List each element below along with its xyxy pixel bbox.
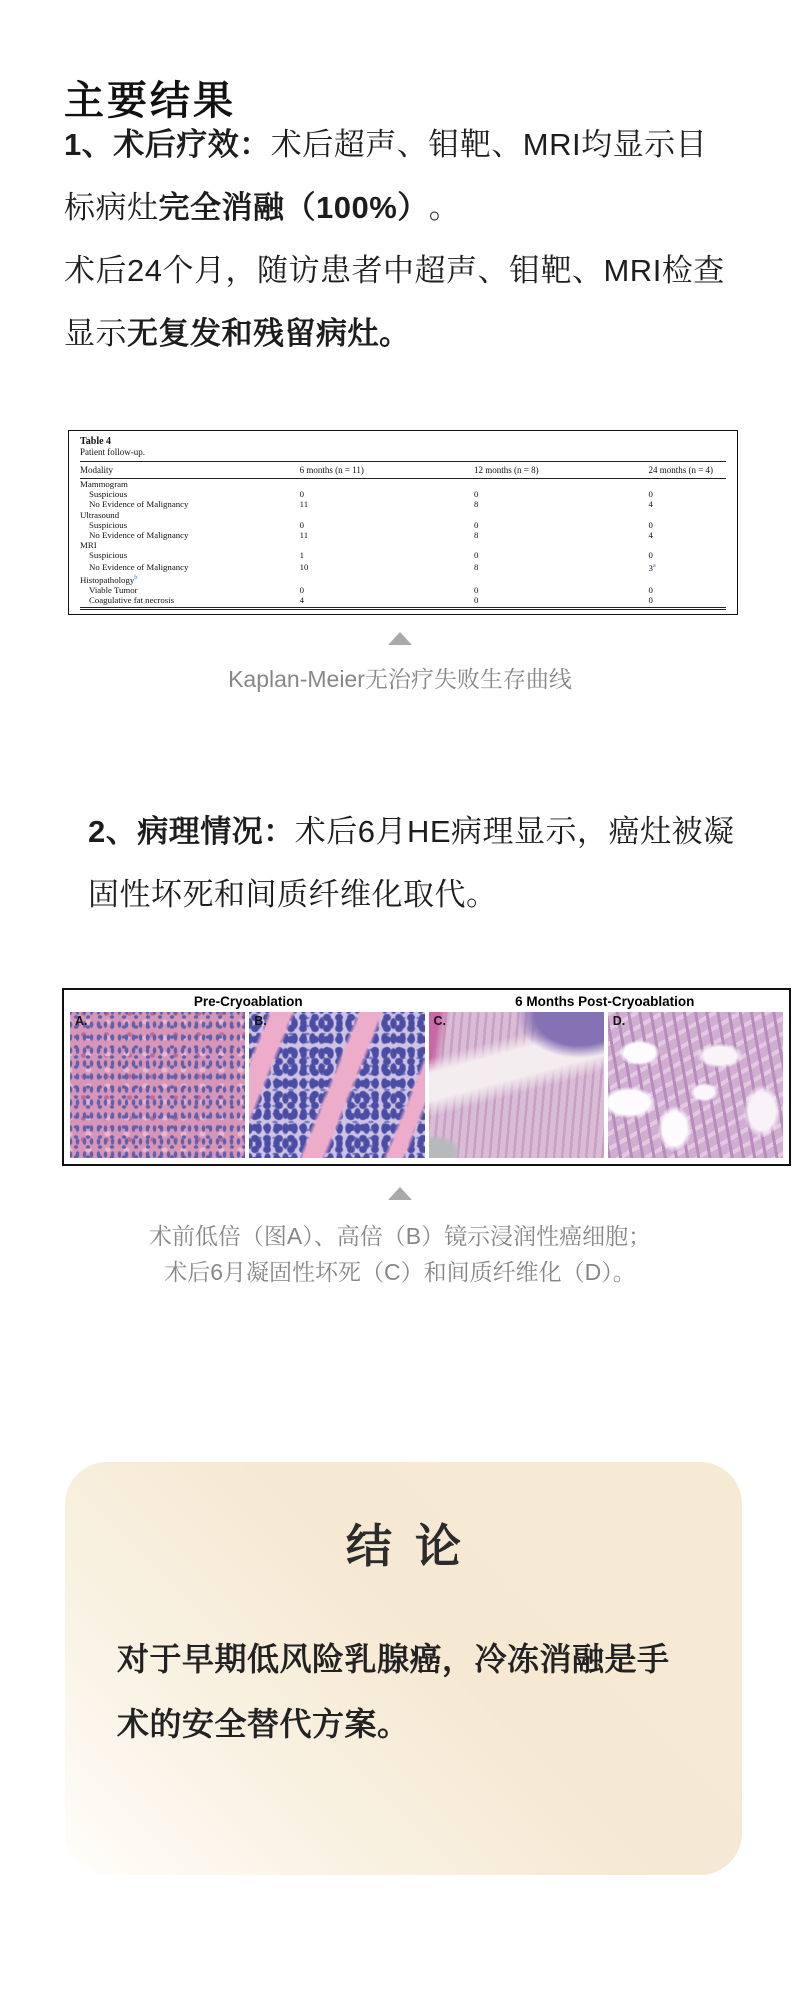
row-value [474,540,648,550]
footnote-marker: b [134,573,138,581]
up-triangle-icon [388,1187,412,1200]
row-value: 8 [474,561,479,572]
table-row [80,561,726,573]
row-value [648,573,726,585]
text-line [0,1216,800,1252]
text-line [64,236,774,299]
histology-panels [70,1012,783,1158]
conclusion-title: 结 论 [346,1521,461,1572]
row-value [648,540,726,550]
row-value [474,479,648,490]
row-value [300,573,474,585]
text-line [64,299,774,362]
table-col-header: Modality [80,462,300,479]
row-value: 0 [648,550,653,561]
text: 术前低倍（图A）、高倍（B）镜示浸润性癌细胞； [148,1222,652,1249]
row-label: MRI [80,540,97,551]
row-value: 0 [474,489,479,500]
row-value [300,510,474,520]
table-row [80,585,726,595]
histology-figure [62,988,791,1166]
emphasis-text: 2、病理情况： [88,814,295,849]
table-row [80,573,726,585]
row-label: Suspicious [89,489,128,500]
row-value: 8 [474,530,479,541]
text-line [64,173,774,236]
row-value: 0 [474,584,479,595]
table-row [80,520,726,530]
row-value: 0 [648,595,653,606]
km-figure-caption: Kaplan-Meier无治疗失败生存曲线 [228,666,572,692]
histology-figure-caption [0,1216,800,1288]
table-subtitle: Patient follow-up. [80,447,145,457]
table-header-row [80,462,726,479]
table-row [80,510,726,520]
text-line [117,1689,742,1754]
text-line [88,797,788,860]
table-row [80,479,726,490]
row-value: 10 [299,561,309,572]
emphasis-text: 无复发和残留病灶。 [127,316,411,351]
text-line [0,1252,800,1288]
text: 显示 [64,316,127,351]
text-line [88,860,788,923]
row-value: 4 [299,595,305,606]
row-label: No Evidence of Malignancy [89,499,189,510]
followup-table [80,461,726,605]
row-value: 0 [474,550,479,561]
text: 术后6月凝固性坏死（C）和间质纤维化（D）。 [164,1258,636,1285]
row-value: 4 [648,530,653,541]
row-value [648,510,726,520]
table-col-header: 12 months (n = 8) [474,462,648,479]
text: 固性坏死和间质纤维化取代。 [88,877,498,912]
row-value: 0 [299,584,305,595]
row-label: Ultrasound [80,509,120,520]
histology-panel-d [608,1012,783,1158]
conclusion-text [65,1624,742,1754]
table-row [80,550,726,560]
table-bottom-rule [80,607,726,609]
conclusion-card [65,1462,742,1875]
panel-label: B. [254,1014,267,1028]
text: 术后6月HE病理显示，癌灶被凝 [294,814,735,849]
emphasis-text: 1、术后疗效： [64,127,271,162]
row-value: 8 [474,499,479,510]
pre-cryoablation-header: Pre-Cryoablation [193,993,303,1009]
table-title: Table 4 [80,436,112,447]
text-line [117,1624,742,1689]
row-value [300,540,474,550]
row-value: 3$^a$ [648,561,656,573]
row-label: Suspicious [89,519,128,530]
table-col-header: 6 months (n = 11) [300,462,474,479]
panel-label: C. [433,1014,446,1028]
histology-panel-a [70,1012,245,1158]
row-value: 0 [474,595,479,606]
row-label: Mammogram [80,479,128,489]
table-row [80,595,726,605]
text: 术后超声、钼靶、MRI均显示目 [270,127,708,162]
post-cryoablation-header: 6 Months Post-Cryoablation [515,993,695,1009]
table-row [80,530,726,540]
row-value: 0 [299,489,305,500]
row-value: 4 [648,499,653,510]
row-value: 11 [299,499,309,510]
row-value [474,573,648,585]
histology-figure-header [70,990,783,1012]
table-row [80,489,726,499]
row-label: Suspicious [89,550,128,561]
pathology-paragraph [88,797,788,923]
row-value [648,479,726,490]
row-label: Histopathology$^b$ [80,573,138,585]
table-row [80,540,726,550]
text: 对于早期低风险乳腺癌，冷冻消融是手 [117,1640,670,1677]
row-value: 0 [648,584,653,595]
row-value: 0 [648,519,653,530]
panel-label: D. [612,1014,626,1028]
histology-panel-c [429,1012,604,1158]
table-col-header: 24 months (n = 4) [648,462,726,479]
text: 术的安全替代方案。 [117,1705,410,1742]
row-label: Viable Tumor [89,584,138,595]
text: 术后24个月，随访患者中超声、钼靶、MRI检查 [64,253,725,288]
text: 。 [428,190,461,225]
footnote-marker: a [652,561,656,569]
up-triangle-icon [388,632,412,645]
results-paragraph [64,110,774,362]
row-value: 1 [299,550,305,561]
text-line [64,110,774,173]
row-value: 11 [299,530,309,541]
row-label: No Evidence of Malignancy [89,561,189,572]
table-row [80,499,726,509]
page-title: 主要结果 [64,77,236,123]
histology-panel-b [249,1012,424,1158]
row-value: 0 [474,519,479,530]
row-value [474,510,648,520]
emphasis-text: 完全消融（100%） [158,190,429,225]
followup-table-figure [68,430,738,615]
row-label: No Evidence of Malignancy [89,530,189,541]
row-value: 0 [648,489,653,500]
row-value: 0 [299,519,305,530]
row-label: Coagulative fat necrosis [89,595,175,606]
panel-label: A. [75,1014,88,1028]
row-value [300,479,474,490]
text: 标病灶 [64,190,159,225]
